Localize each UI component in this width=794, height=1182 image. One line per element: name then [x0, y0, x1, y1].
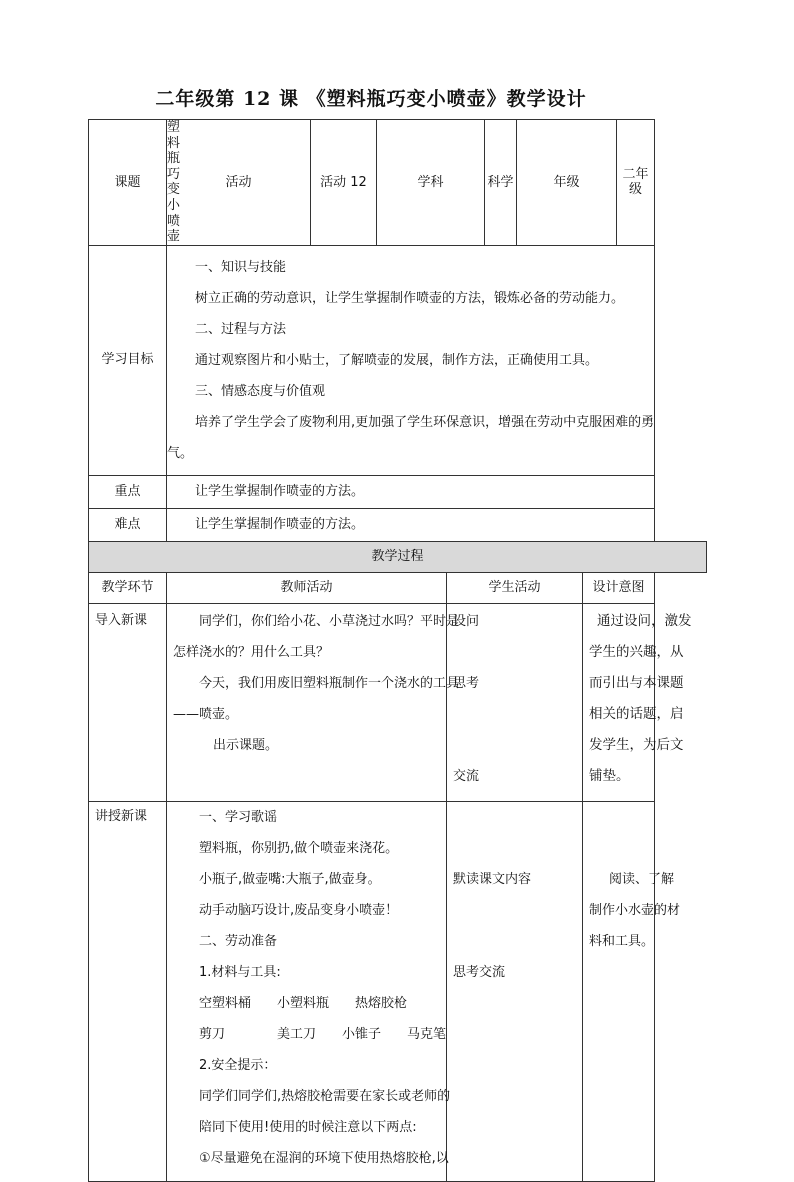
student-line: [453, 637, 578, 668]
objective-line: 气。: [167, 445, 194, 461]
lesson-plan-table: [88, 119, 707, 1182]
col-header-student: 学生活动: [447, 572, 583, 603]
objective-line: 二、过程与方法: [195, 321, 287, 337]
teacher-line: 空塑料桶 小塑料瓶 热熔胶枪: [199, 995, 408, 1011]
stage-new-lesson: 讲授新课: [89, 801, 167, 1181]
student-line: [453, 802, 578, 833]
activity-value: 活动 12: [311, 120, 377, 246]
process-heading-row: [89, 541, 707, 572]
teacher-line: 同学们同学们,热熔胶枪需要在家长或老师的: [199, 1088, 451, 1104]
table-row: [89, 603, 707, 801]
teacher-activity-new-lesson: [167, 801, 451, 1181]
intent-line: 相关的话题，启: [589, 705, 684, 722]
process-heading: 教学过程: [89, 541, 707, 572]
student-line: [453, 833, 578, 864]
intent-line: 制作小水壶的材: [589, 902, 681, 918]
teacher-line: 同学们，你们给小花、小草浇过水吗？平时是: [199, 613, 460, 629]
teacher-line: 出示课题。: [213, 737, 279, 753]
intent-line: 通过设问，激发: [597, 612, 692, 629]
teacher-line: 剪刀 美工刀 小锥子 马克笔: [199, 1026, 447, 1042]
key-point-value: 让学生掌握制作喷壶的方法。: [167, 475, 655, 508]
teacher-line: 怎样浇水的？用什么工具？: [173, 644, 330, 660]
objective-line: 一、知识与技能: [195, 259, 287, 275]
student-line: [453, 926, 578, 957]
intent-line: 阅读、了解: [609, 871, 675, 887]
activity-label: 活动: [167, 120, 311, 246]
objective-line: 树立正确的劳动意识，让学生掌握制作喷壶的方法，锻炼必备的劳动能力。: [195, 290, 625, 306]
key-point-row: [89, 475, 707, 508]
key-point-label: 重点: [89, 475, 167, 508]
teacher-line: 陪同下使用!使用的时候注意以下两点:: [199, 1119, 417, 1135]
intent-line: 学生的兴趣，从: [589, 643, 684, 660]
student-line: 设问: [453, 613, 480, 629]
table-row: [89, 801, 707, 1181]
header-row: 课题 塑料瓶巧变小喷壶 活动 活动 12 学科 科学 年级 二年级: [89, 120, 707, 246]
intent-line: 发学生，为后文: [589, 736, 684, 753]
difficulty-row: [89, 508, 707, 541]
lesson-label: 课题: [89, 120, 167, 246]
difficulty-value: 让学生掌握制作喷壶的方法。: [167, 508, 655, 541]
student-activity-intro: [447, 603, 583, 801]
col-header-stage: 教学环节: [89, 572, 167, 603]
teacher-line: 塑料瓶，你别扔,做个喷壶来浇花。: [199, 840, 399, 856]
grade-value: 二年级: [617, 120, 655, 246]
student-line: 交流: [453, 768, 480, 784]
student-line: 思考: [453, 675, 480, 691]
grade-label: 年级: [517, 120, 617, 246]
teacher-line: 今天，我们用废旧塑料瓶制作一个浇水的工具: [199, 675, 460, 691]
subject-value: 科学: [485, 120, 517, 246]
student-line: [453, 699, 578, 730]
student-line: 默读课文内容: [453, 871, 532, 887]
student-activity-new-lesson: [447, 801, 583, 1181]
teacher-line: 动手动脑巧设计,废品变身小喷壶！: [199, 902, 399, 918]
student-line: [453, 730, 578, 761]
student-line: 思考交流: [453, 964, 506, 980]
teacher-line: 二、劳动准备: [199, 933, 278, 949]
student-line: [453, 895, 578, 926]
teacher-line: ①尽量避免在湿润的环境下使用热熔胶枪,以: [199, 1150, 449, 1166]
teacher-activity-intro: [167, 603, 460, 801]
teacher-line: 1.材料与工具:: [199, 964, 281, 980]
difficulty-label: 难点: [89, 508, 167, 541]
teacher-line: ——喷壶。: [173, 706, 239, 722]
objectives-label: 学习目标: [89, 245, 167, 475]
teacher-line: 一、学习歌谣: [199, 809, 278, 825]
objectives-row: [89, 245, 707, 475]
teacher-line: 小瓶子,做壶嘴:大瓶子,做壶身。: [199, 871, 381, 887]
process-columns-row: [89, 572, 707, 603]
design-intent-intro: [583, 603, 692, 801]
page-title: 二年级第 12 课 《塑料瓶巧变小喷壶》教学设计: [155, 88, 587, 110]
col-header-intent: 设计意图: [583, 572, 655, 603]
intent-line: 料和工具。: [589, 933, 655, 949]
objective-line: 培养了学生学会了废物利用,更加强了学生环保意识，增强在劳动中克服困难的勇: [195, 414, 655, 430]
subject-label: 学科: [377, 120, 485, 246]
teacher-line: 2.安全提示：: [199, 1057, 277, 1073]
stage-intro: 导入新课: [89, 603, 167, 801]
col-header-teacher: 教师活动: [167, 572, 447, 603]
intent-line: 铺垫。: [589, 767, 630, 784]
objectives-content: [167, 245, 655, 475]
intent-line: 而引出与本课题: [589, 674, 684, 691]
objective-line: 通过观察图片和小贴士，了解喷壶的发展，制作方法，正确使用工具。: [195, 352, 599, 368]
objective-line: 三、情感态度与价值观: [195, 383, 326, 399]
design-intent-new-lesson: [583, 801, 681, 1181]
